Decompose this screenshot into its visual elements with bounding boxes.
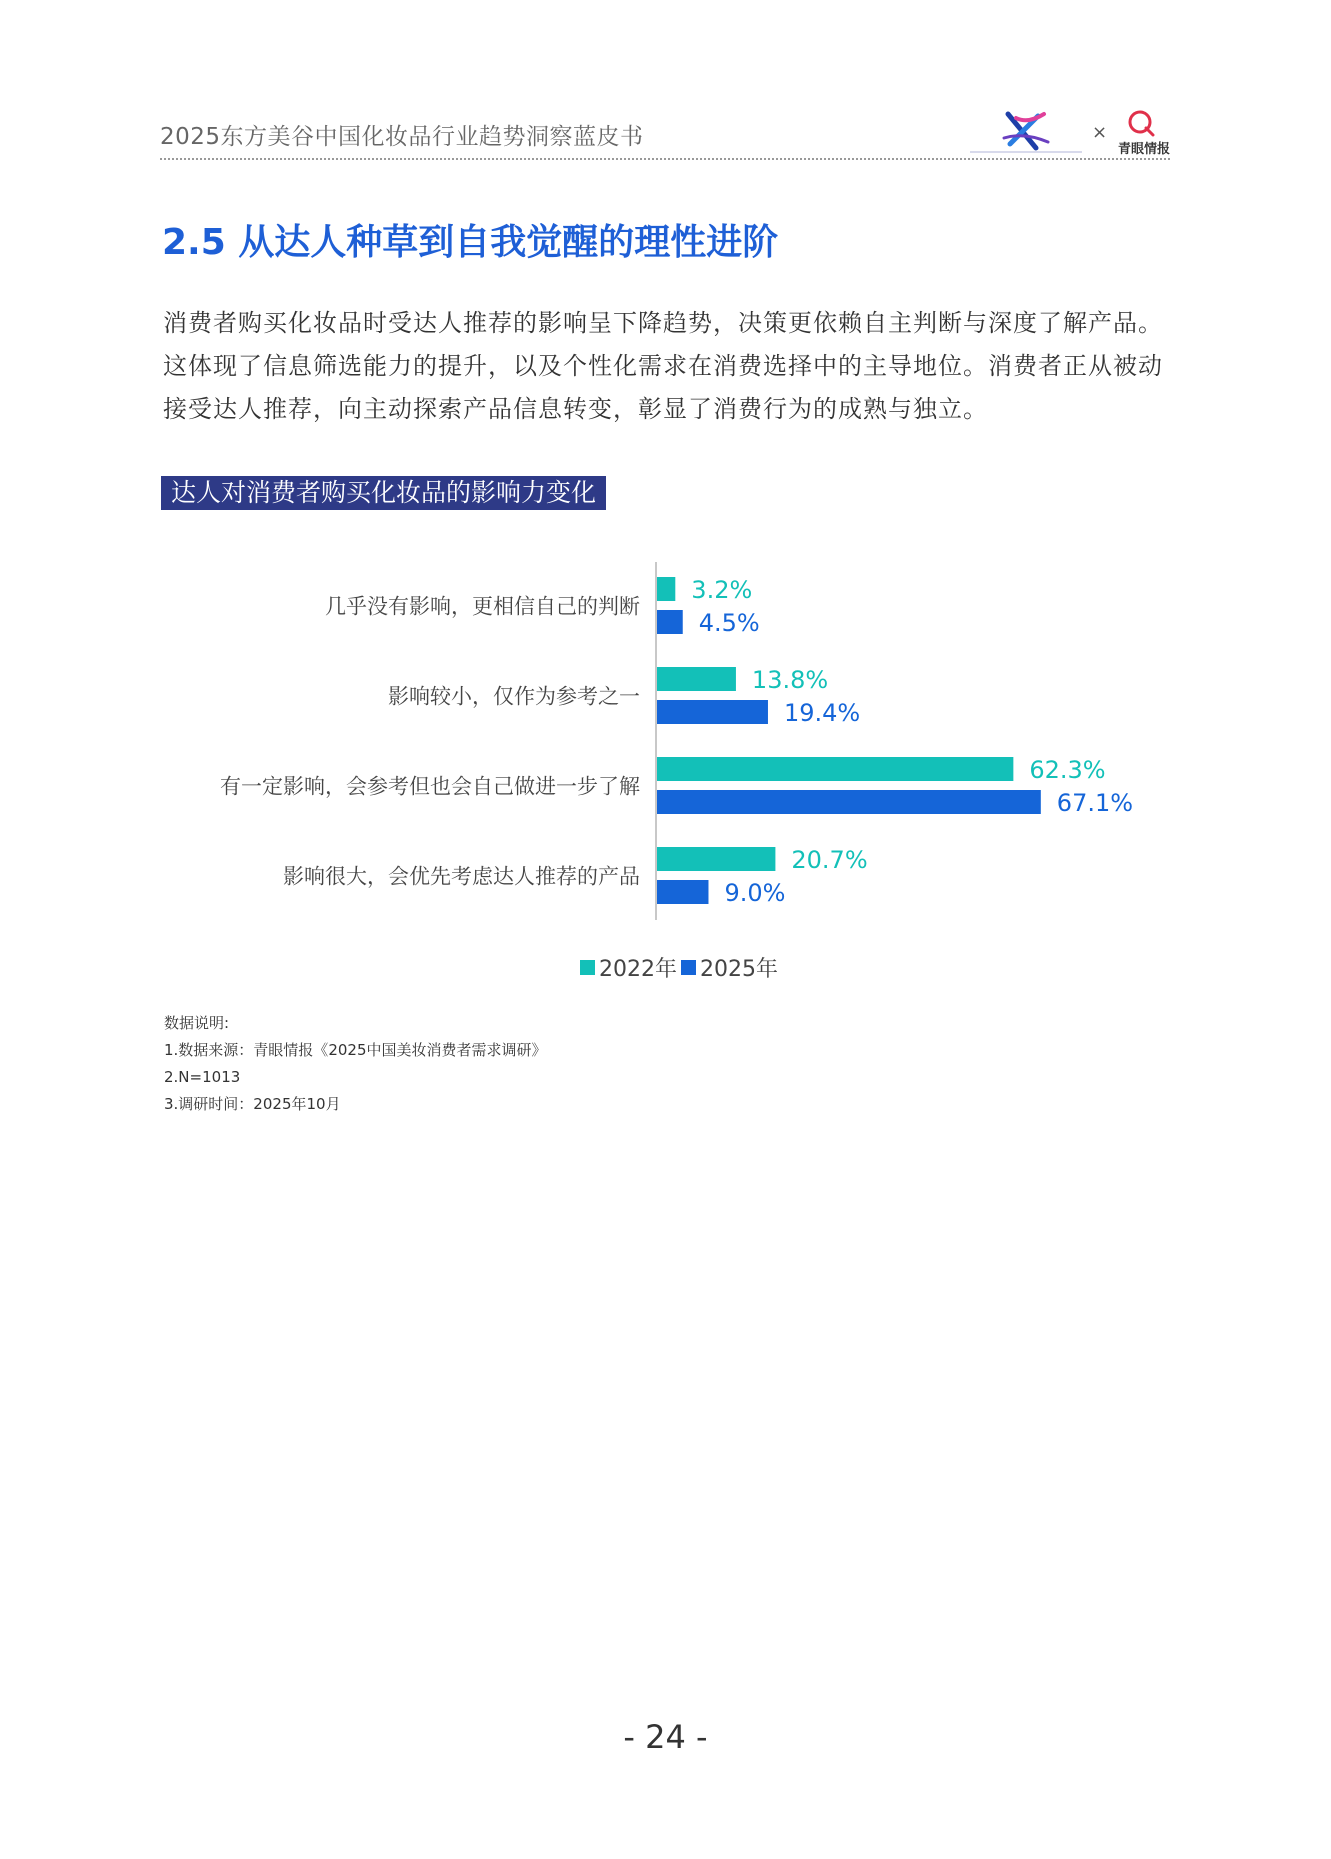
bar-chart: [0, 550, 1331, 930]
paragraph-line: 这体现了信息筛选能力的提升，以及个性化需求在消费选择中的主导地位。消费者正从被动: [163, 352, 1163, 380]
chart-title: 达人对消费者购买化妆品的影响力变化: [161, 476, 606, 510]
legend-item-2022: [580, 952, 677, 983]
header-divider: [160, 158, 1170, 160]
data-label: 62.3%: [1029, 756, 1106, 784]
data-label: 4.5%: [698, 609, 760, 637]
data-label: 19.4%: [783, 699, 861, 727]
data-label: 9.0%: [724, 879, 786, 907]
notes-item: 3.调研时间：2025年10月: [164, 1095, 341, 1113]
section-title: 2.5 从达人种草到自我觉醒的理性进阶: [162, 222, 779, 263]
bar-2022: [657, 577, 675, 601]
bar-2025: [657, 700, 768, 724]
notes-heading: 数据说明:: [164, 1014, 230, 1032]
cross-icon: ×: [1092, 122, 1108, 143]
paragraph-line: 接受达人推荐，向主动探索产品信息转变，彰显了消费行为的成熟与独立。: [163, 395, 988, 423]
legend-label-2022: 2022年: [599, 957, 677, 982]
legend-swatch-2022: [580, 960, 595, 975]
category-label: 有一定影响，会参考但也会自己做进一步了解: [220, 774, 640, 799]
qingyan-logo-icon: [1126, 110, 1156, 138]
category-label: 影响较小，仅作为参考之一: [388, 684, 640, 709]
category-label: 几乎没有影响，更相信自己的判断: [325, 594, 640, 619]
bar-2022: [657, 847, 775, 871]
report-title: 2025东方美谷中国化妆品行业趋势洞察蓝皮书: [160, 124, 644, 150]
bar-2022: [657, 757, 1013, 781]
page-number: - 24 -: [623, 1718, 708, 1756]
chart-legend: [580, 952, 782, 983]
data-label: 3.2%: [691, 576, 753, 604]
bar-2025: [657, 880, 708, 904]
bar-2025: [657, 790, 1041, 814]
bar-2022: [657, 667, 736, 691]
qingyan-logo-text: 青眼情报: [1118, 142, 1171, 157]
legend-item-2025: [681, 952, 778, 983]
notes-item: 1.数据来源：青眼情报《2025中国美妆消费者需求调研》: [164, 1041, 547, 1059]
category-label: 影响很大，会优先考虑达人推荐的产品: [283, 864, 640, 889]
notes-item: 2.N=1013: [164, 1068, 241, 1086]
data-label: 67.1%: [1056, 789, 1134, 817]
body-paragraph: [163, 302, 1173, 431]
data-notes: [164, 1010, 547, 1118]
oriental-beauty-valley-logo: [966, 108, 1086, 158]
data-label: 20.7%: [791, 846, 868, 874]
bar-2025: [657, 610, 683, 634]
legend-swatch-2025: [681, 960, 696, 975]
legend-label-2025: 2025年: [700, 957, 778, 982]
data-label: 13.8%: [751, 666, 829, 694]
paragraph-line: 消费者购买化妆品时受达人推荐的影响呈下降趋势，决策更依赖自主判断与深度了解产品。: [163, 309, 1163, 337]
